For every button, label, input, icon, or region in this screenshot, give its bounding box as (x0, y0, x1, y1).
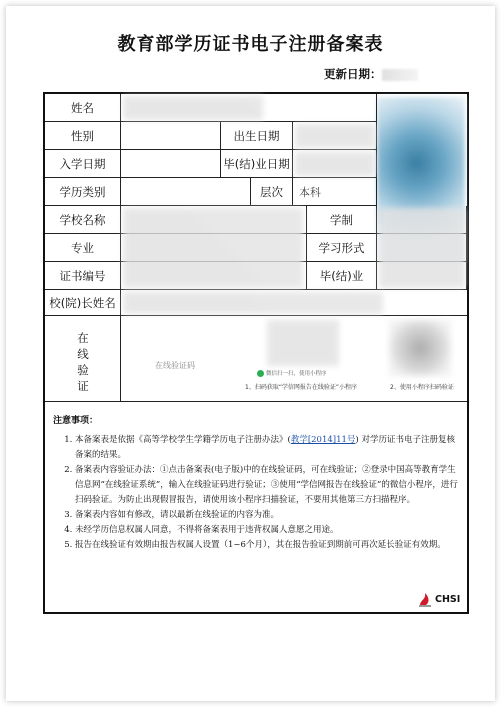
check-icon (257, 370, 264, 377)
value-enroll-date (121, 150, 221, 178)
regulation-link[interactable]: 教学[2014]11号 (290, 435, 356, 445)
page-title: 教育部学历证书电子注册备案表 (117, 34, 384, 55)
update-date (324, 66, 418, 82)
verify-char-1: 在 (77, 331, 89, 345)
label-level: 层次 (251, 178, 293, 206)
value-level: 本科 (293, 178, 377, 206)
label-grad-date: 毕(结)业日期 (221, 150, 293, 178)
redacted-president (123, 292, 383, 314)
chsi-flame-icon (417, 591, 433, 607)
value-gender (121, 122, 221, 150)
chsi-text: CHSI (435, 593, 461, 605)
redacted-right-col (379, 208, 465, 288)
qr-code-2 (389, 320, 451, 376)
label-study-form: 学习形式 (307, 234, 377, 262)
note-item-3: 3. 备案表内容如有修改，请以最新在线验证的内容为准。 (75, 508, 461, 523)
verify-char-2: 线 (77, 347, 89, 361)
label-enroll-date: 入学日期 (45, 150, 121, 178)
verify-char-4: 证 (77, 379, 89, 393)
label-president: 校(院)长姓名 (45, 290, 121, 316)
qr-caption-2: 2、使用小程序扫码验证 (390, 384, 454, 391)
notes-section (53, 414, 461, 553)
info-table (43, 92, 469, 614)
note-item-5: 5. 报告在线验证有效期由报告权属人设置（1~6个月），其在报告验证到期前可再次延长验证有效期。 (75, 538, 461, 553)
qr-caption-1: 1、扫码获取“学信网报告在线验证”小程序 (245, 384, 358, 391)
note-item-2: 2. 备案表内容验证办法：①点击备案表(电子版)中的在线验证码，可在线验证；②登录中国高等教育学生信息网“在线验证系统”，输入在线验证码进行验证；③使用“学信网报告在线验证”的微信小程序，进行扫码验证。为防止出现假冒报告，请使用该小程序扫描验证，不要用其他第三方扫描程序。 (75, 463, 461, 508)
label-school: 学校名称 (45, 206, 121, 234)
redacted-grad-date (295, 152, 375, 176)
redacted-school (123, 208, 303, 288)
value-edu-type (121, 178, 251, 206)
registration-form-page (6, 6, 495, 701)
label-major: 专业 (45, 234, 121, 262)
verify-char-3: 验 (77, 363, 89, 377)
label-name: 姓名 (45, 94, 121, 122)
update-date-value-redacted (382, 69, 418, 81)
note-item-4: 4. 未经学历信息权属人同意，不得将备案表用于违背权属人意愿之用途。 (75, 523, 461, 538)
label-birth-date: 出生日期 (221, 122, 293, 150)
chsi-logo (417, 591, 460, 607)
label-duration: 学制 (307, 206, 377, 234)
wechat-hint: 微信扫一扫，使用小程序 (257, 369, 327, 377)
label-cert-no: 证书编号 (45, 262, 121, 290)
redacted-name (123, 96, 263, 120)
notes-heading: 注意事项： (53, 416, 99, 426)
note-item-1: 1. 本备案表是依据《高等学校学生学籍学历电子注册办法》(教学[2014]11号) 对学历证书电子注册复核备案的结果。 (75, 433, 461, 463)
label-edu-type: 学历类别 (45, 178, 121, 206)
update-date-label: 更新日期： (324, 67, 382, 81)
label-gender: 性别 (45, 122, 121, 150)
label-grad-status: 毕(结)业 (307, 262, 377, 290)
redacted-birth (295, 124, 375, 148)
notes-list (53, 433, 461, 553)
verify-code[interactable]: 在线验证码 (155, 361, 195, 370)
qr-code-1 (267, 320, 339, 366)
